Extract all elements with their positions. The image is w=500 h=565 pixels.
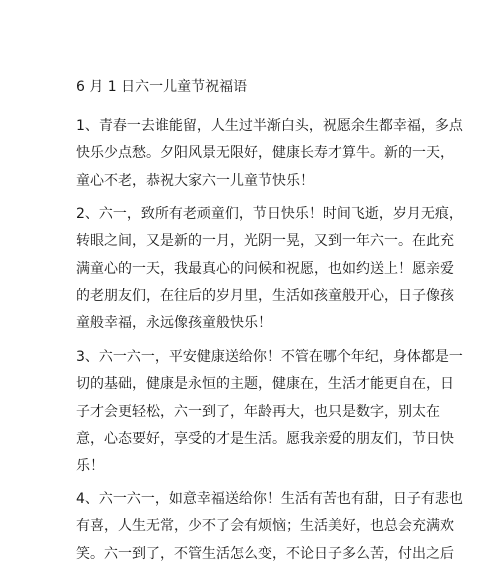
paragraph-line: 有喜，人生无常，少不了会有烦恼；生活美好，也总会充满欢 [76, 518, 454, 535]
paragraph-line: 3、六一六一，平安健康送给你！不管在哪个年纪，身体都是一 [76, 349, 463, 365]
paragraph-line: 快乐少点愁。夕阳风景无限好，健康长寿才算牛。新的一天， [76, 145, 454, 162]
paragraph-2 [76, 201, 463, 337]
paragraph-line: 的老朋友们，在往后的岁月里，生活如孩童般开心，日子像孩 [76, 287, 454, 304]
paragraph-line: 笑。六一到了，不管生活怎么变，不论日子多么苦，付出之后 [76, 545, 454, 562]
paragraph-1 [76, 113, 463, 195]
paragraph-line: 乐！ [76, 458, 104, 475]
paragraph-line: 转眼之间，又是新的一月，光阴一晃，又到一年六一。在此充 [76, 233, 454, 250]
paragraph-line: 切的基础，健康是永恒的主题，健康在，生活才能更自在，日 [76, 376, 454, 393]
paragraph-line: 子才会更轻松，六一到了，年龄再大，也只是数字，别太在 [76, 403, 440, 420]
document-title: 6 月 1 日六一儿童节祝福语 [76, 79, 248, 95]
paragraph-line: 4、六一六一，如意幸福送给你！生活有苦也有甜，日子有悲也 [76, 491, 463, 507]
paragraph-3 [76, 344, 463, 480]
paragraph-line: 2、六一，致所有老顽童们，节日快乐！时间飞逝，岁月无痕， [76, 206, 463, 222]
paragraph-line: 童般幸福，永远像孩童般快乐！ [76, 315, 272, 332]
paragraph-4 [76, 486, 463, 565]
paragraph-line: 满童心的一天，我最真心的问候和祝愿，也如约送上！愿亲爱 [76, 260, 454, 277]
paragraph-line: 1、青春一去谁能留，人生过半渐白头，祝愿余生都幸福，多点 [76, 118, 463, 134]
paragraph-line: 童心不老，恭祝大家六一儿童节快乐！ [76, 172, 314, 189]
paragraph-line: 意，心态要好，享受的才是生活。愿我亲爱的朋友们，节日快 [76, 430, 454, 447]
